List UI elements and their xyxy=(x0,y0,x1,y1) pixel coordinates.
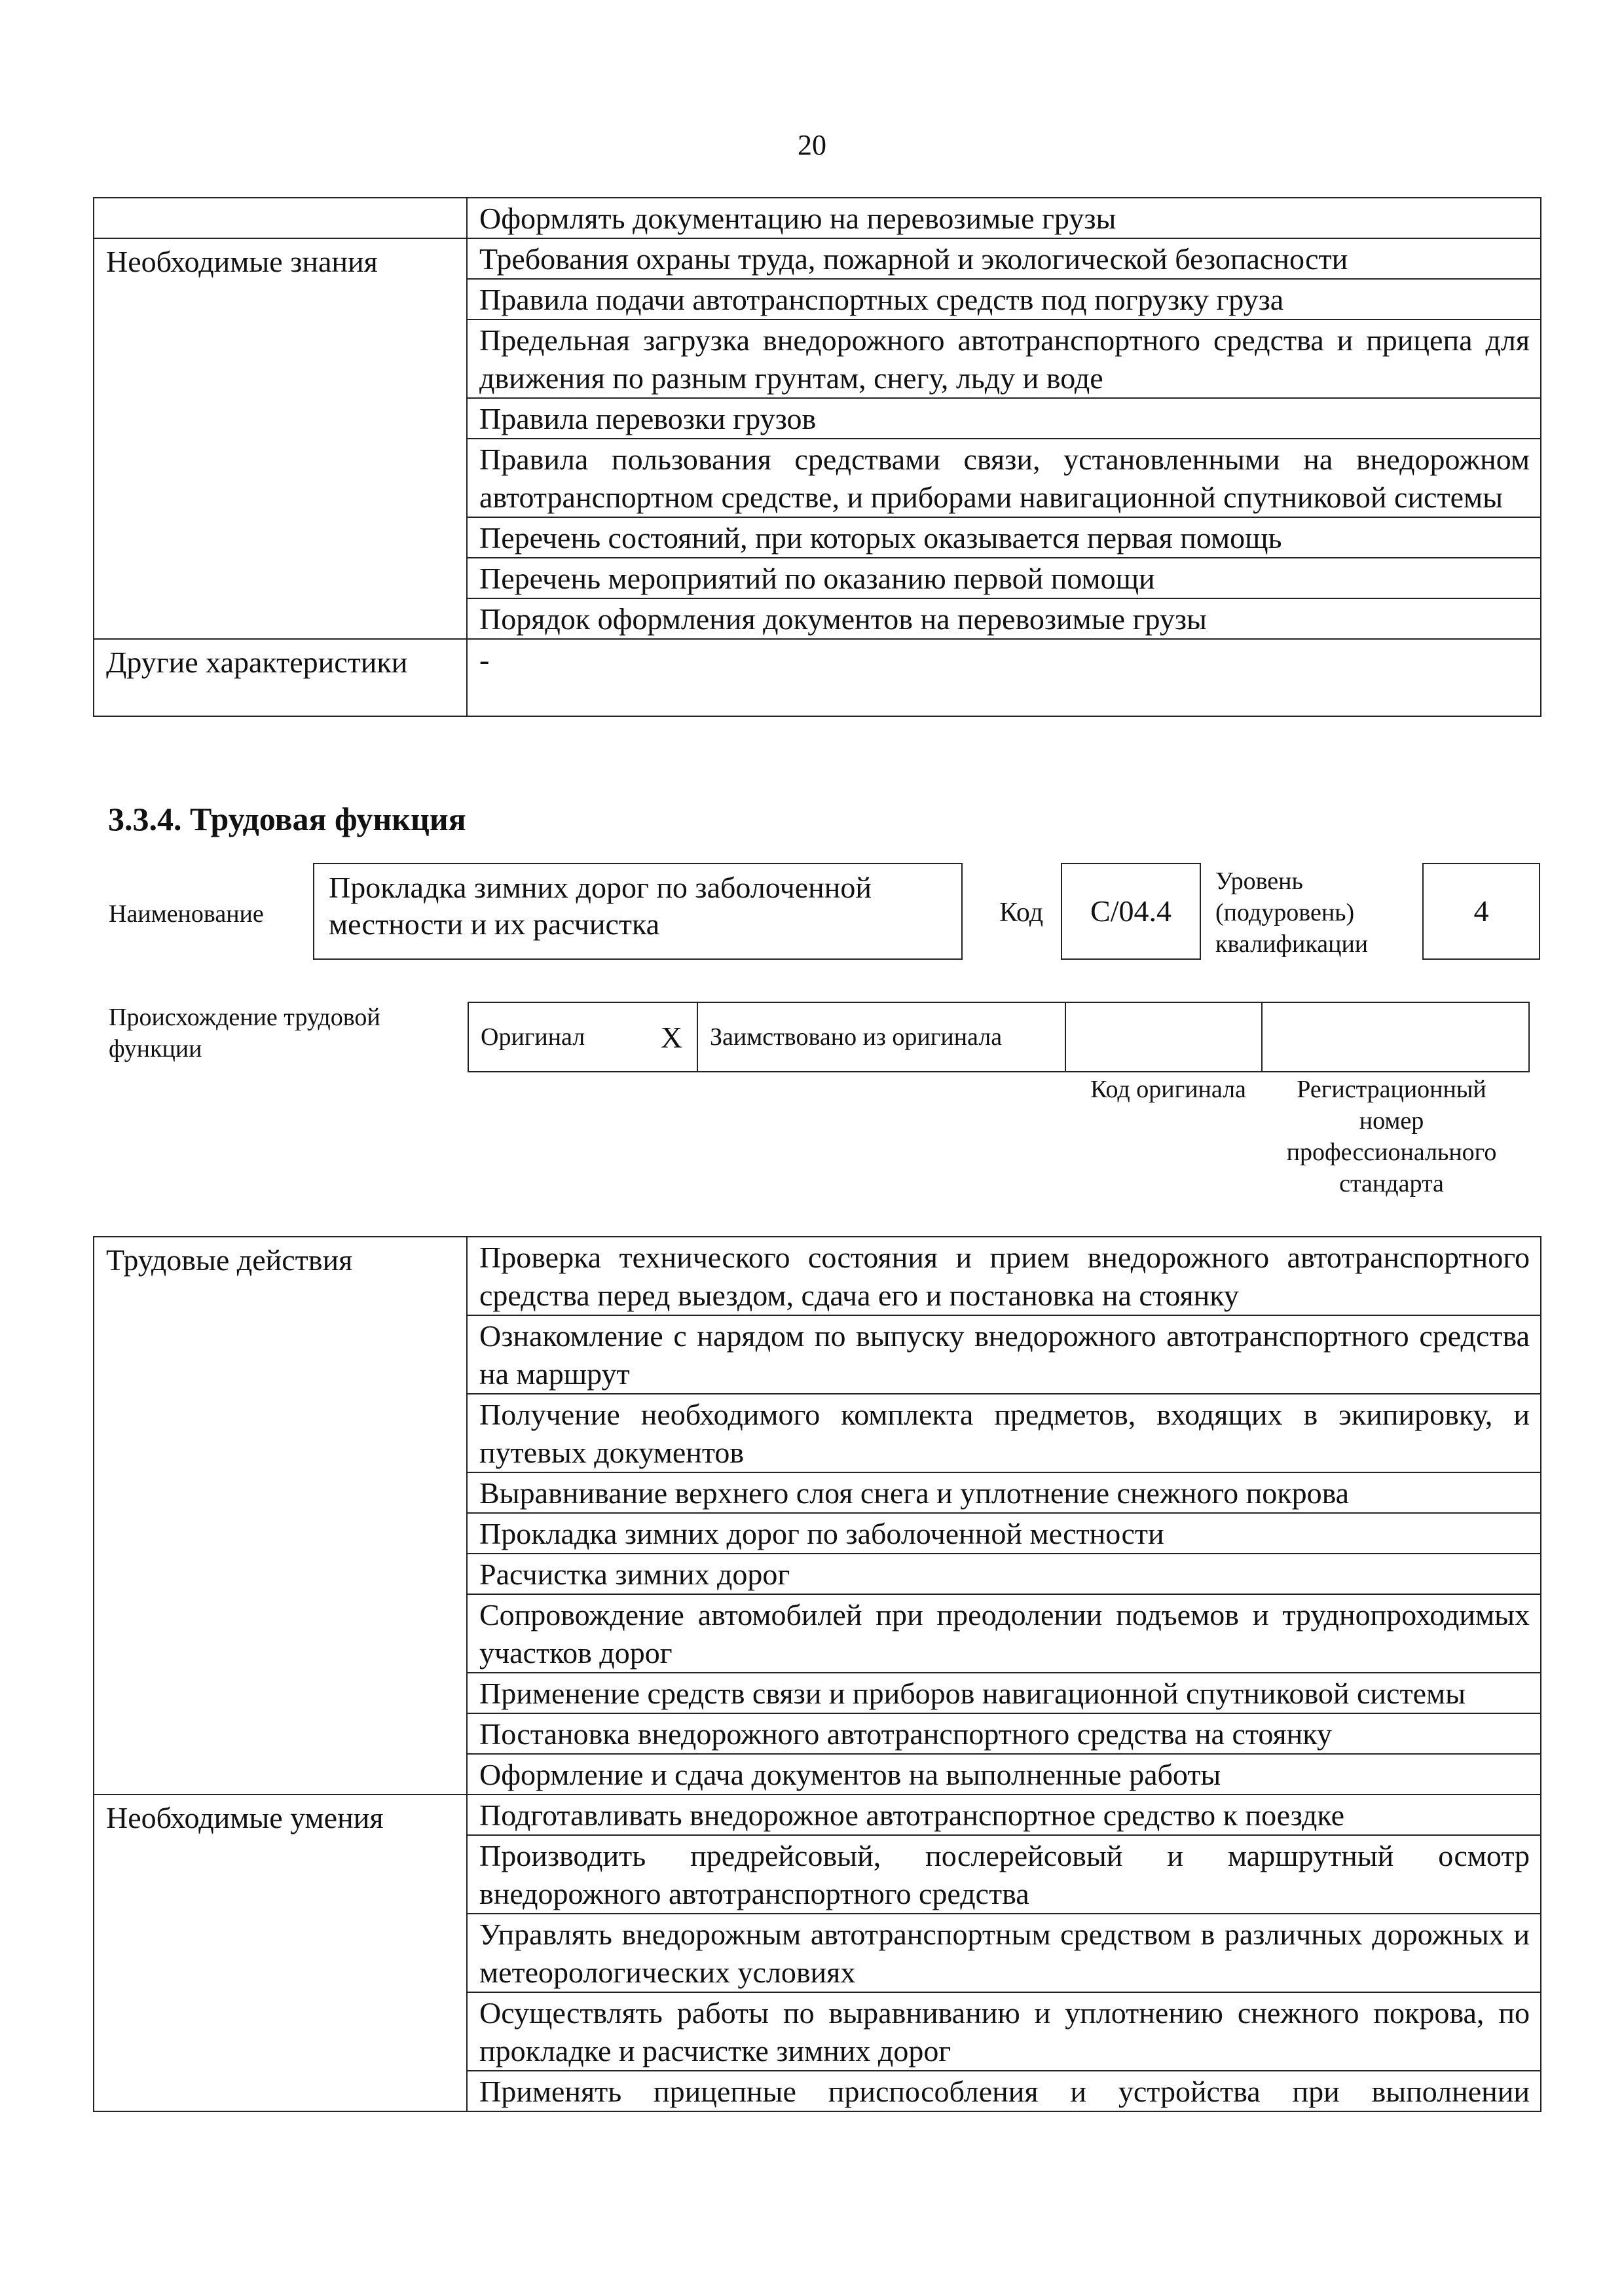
knowledge-item: Правила перевозки грузов xyxy=(467,398,1541,439)
code-value: С/04.4 xyxy=(1061,863,1201,960)
skill-item: Управлять внедорожным автотранспортным средством в различных дорожных и метеорологических условиях xyxy=(467,1914,1541,1992)
origin-code-caption: Код оригинала xyxy=(1090,1076,1246,1103)
skill-item: Применять прицепные приспособления и устройства при выполнении xyxy=(467,2071,1541,2111)
action-item: Оформление и сдача документов на выполненные работы xyxy=(467,1754,1541,1795)
action-item: Прокладка зимних дорог по заболоченной местности xyxy=(467,1513,1541,1554)
knowledge-item: Перечень состояний, при которых оказывается первая помощь xyxy=(467,517,1541,558)
actions-label: Трудовые действия xyxy=(94,1237,467,1795)
empty-label-cell xyxy=(94,198,467,238)
reg-number-cell xyxy=(1262,1002,1529,1072)
skill-item: Производить предрейсовый, послерейсовый и маршрутный осмотр внедорожного автотранспортного средства xyxy=(467,1835,1541,1914)
level-label: Уровень (подуровень) квалификации xyxy=(1215,867,1369,958)
action-item: Расчистка зимних дорог xyxy=(467,1554,1541,1594)
original-label: Оригинал xyxy=(468,1002,646,1072)
action-item: Проверка технического состояния и прием внедорожного автотранспортного средства перед выездом, сдача его и постановка на стоянку xyxy=(467,1237,1541,1315)
knowledge-item: Правила подачи автотранспортных средств под погрузку груза xyxy=(467,279,1541,319)
action-item: Ознакомление с нарядом по выпуску внедорожного автотранспортного средства на маршрут xyxy=(467,1315,1541,1394)
reg-number-caption: Регистрационный номер профессионального стандарта xyxy=(1286,1076,1497,1197)
code-label: Код xyxy=(999,898,1044,928)
action-item: Применение средств связи и приборов навигационной спутниковой системы xyxy=(467,1673,1541,1713)
action-item: Постановка внедорожного автотранспортного средства на стоянку xyxy=(467,1713,1541,1754)
action-item: Выравнивание верхнего слоя снега и уплотнение снежного покрова xyxy=(467,1472,1541,1513)
knowledge-item: Требования охраны труда, пожарной и экологической безопасности xyxy=(467,238,1541,279)
origin-table xyxy=(468,1002,1530,1072)
name-value: Прокладка зимних дорог по заболоченной местности и их расчистка xyxy=(313,863,963,960)
original-mark: Х xyxy=(646,1002,697,1072)
borrowed-label: Заимствовано из оригинала xyxy=(697,1002,1065,1072)
action-item: Получение необходимого комплекта предметов, входящих в экипировку, и путевых документов xyxy=(467,1394,1541,1472)
other-characteristics-label: Другие характеристики xyxy=(94,639,467,716)
skill-item: Подготавливать внедорожное автотранспортное средство к поездке xyxy=(467,1795,1541,1835)
name-label: Наименование xyxy=(109,900,264,928)
knowledge-label: Необходимые знания xyxy=(94,238,467,639)
action-item: Сопровождение автомобилей при преодолении подъемов и труднопроходимых участков дорог xyxy=(467,1594,1541,1673)
knowledge-item: Перечень мероприятий по оказанию первой помощи xyxy=(467,558,1541,598)
section-title: 3.3.4. Трудовая функция xyxy=(108,801,466,837)
table-row-text: Оформлять документацию на перевозимые грузы xyxy=(467,198,1541,238)
page-number: 20 xyxy=(798,129,826,161)
knowledge-item: Порядок оформления документов на перевозимые грузы xyxy=(467,598,1541,639)
origin-label: Происхождение трудовой функции xyxy=(109,1004,380,1063)
actions-skills-table xyxy=(93,1236,1541,2112)
skills-label: Необходимые умения xyxy=(94,1795,467,2111)
knowledge-item: Предельная загрузка внедорожного автотранспортного средства и прицепа для движения по разным грунтам, снегу, льду и воде xyxy=(467,319,1541,398)
other-characteristics-value: - xyxy=(467,639,1541,716)
knowledge-table xyxy=(93,197,1541,717)
origin-code-cell xyxy=(1065,1002,1262,1072)
level-value: 4 xyxy=(1422,863,1540,960)
knowledge-item: Правила пользования средствами связи, установленными на внедорожном автотранспортном средстве, и приборами навигационной спутниковой системы xyxy=(467,439,1541,517)
skill-item: Осуществлять работы по выравниванию и уплотнению снежного покрова, по прокладке и расчистке зимних дорог xyxy=(467,1992,1541,2071)
